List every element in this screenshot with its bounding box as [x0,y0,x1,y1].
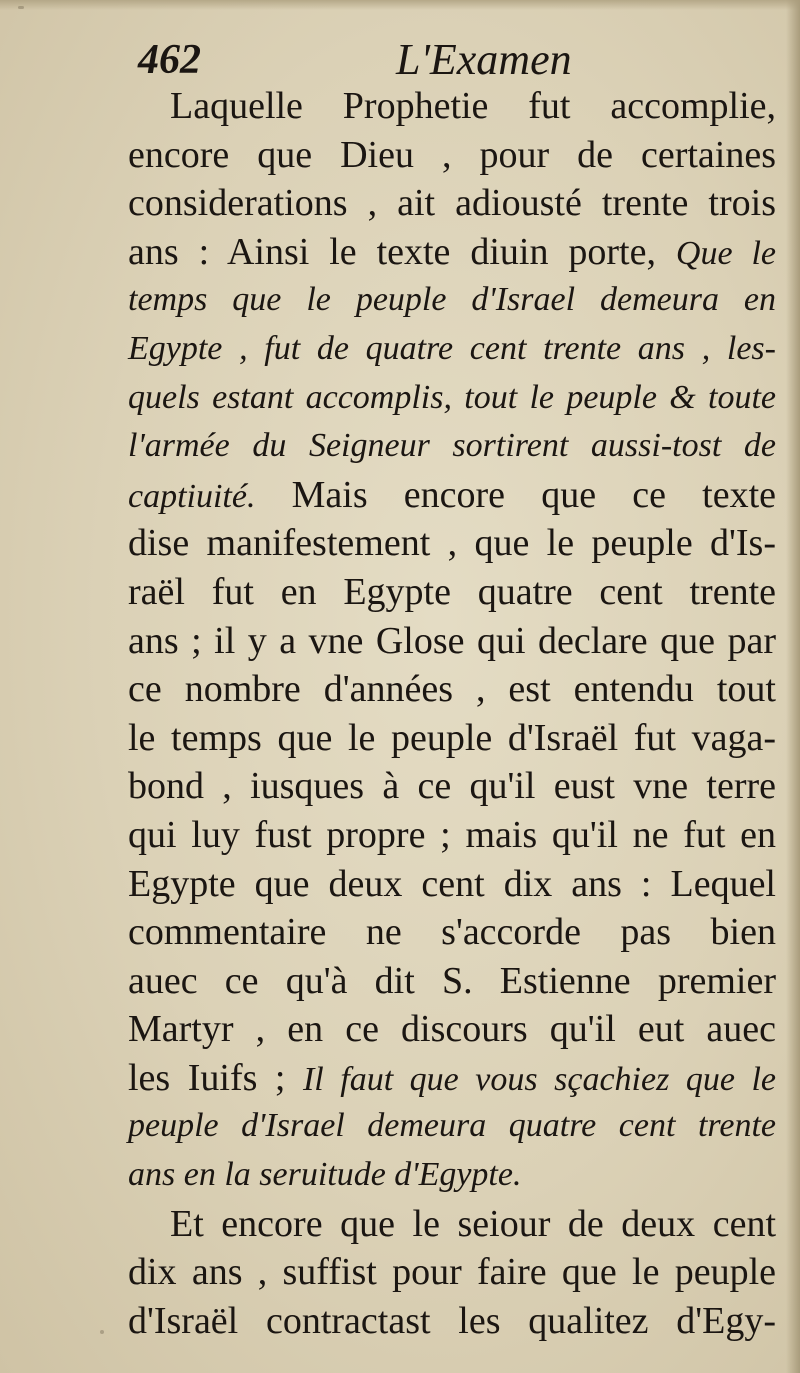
italic-span: captiuité. [128,477,256,515]
text-line: quels estant accomplis, tout le peuple & toute [128,378,776,416]
italic-span: Que le [675,234,776,272]
page-edge-shadow [786,0,800,1373]
italic-span: Il faut que vous sçachiez que le [302,1060,776,1098]
body-text [128,82,776,1345]
text-line: dise manifestement , que le peuple d'Is- [128,522,776,565]
text-line: encore que Dieu , pour de certaines [128,133,776,176]
text-line [128,228,776,277]
running-head: L'Examen [396,35,572,84]
text-line: Martyr , en ce discours qu'il eut auec [128,1008,776,1051]
text-line: ans en la seruitude d'Egypte. [128,1156,522,1194]
text-line: auec ce qu'à dit S. Estienne premier [128,959,776,1002]
text-line: Egypte , fut de quatre cent trente ans , les- [128,329,776,367]
page-top-shadow [0,0,800,10]
text-line: Laquelle Prophetie fut accomplie, [170,85,776,127]
paper-speck [100,1330,104,1334]
text-line: dix ans , suffist pour faire que le peuple [128,1251,776,1294]
text-line: peuple d'Israel demeura quatre cent trente [128,1107,776,1145]
text-line: considerations , ait adiousté trente trois [128,182,776,225]
text-line: bond , iusques à ce qu'il eust vne terre [128,765,776,808]
text-line [128,1054,776,1103]
text-line: ce nombre d'années , est entendu tout [128,668,776,711]
text-line [128,471,776,520]
text-line: ans ; il y a vne Glose qui declare que par [128,619,776,662]
text-line: raël fut en Egypte quatre cent trente [128,570,776,613]
text-span: ans : Ainsi le texte diuin porte, [128,230,676,273]
text-line: Et encore que le seiour de deux cent [170,1202,776,1245]
text-line: commentaire ne s'accorde pas bien [128,911,776,954]
text-line: d'Israël contractast les qualitez d'Egy- [128,1299,776,1342]
text-line: temps que le peuple d'Israel demeura en [128,281,776,319]
page-number: 462 [138,37,201,83]
text-line: qui luy fust propre ; mais qu'il ne fut en [128,813,776,856]
paper-speck [18,6,24,9]
text-span: Mais encore que ce texte [255,473,776,516]
text-line: l'armée du Seigneur sortirent aussi-tost de [128,427,776,465]
text-line: Egypte que deux cent dix ans : Lequel [128,862,776,905]
text-line: le temps que le peuple d'Israël fut vaga- [128,716,776,759]
text-span: les Iuifs ; [128,1056,303,1099]
